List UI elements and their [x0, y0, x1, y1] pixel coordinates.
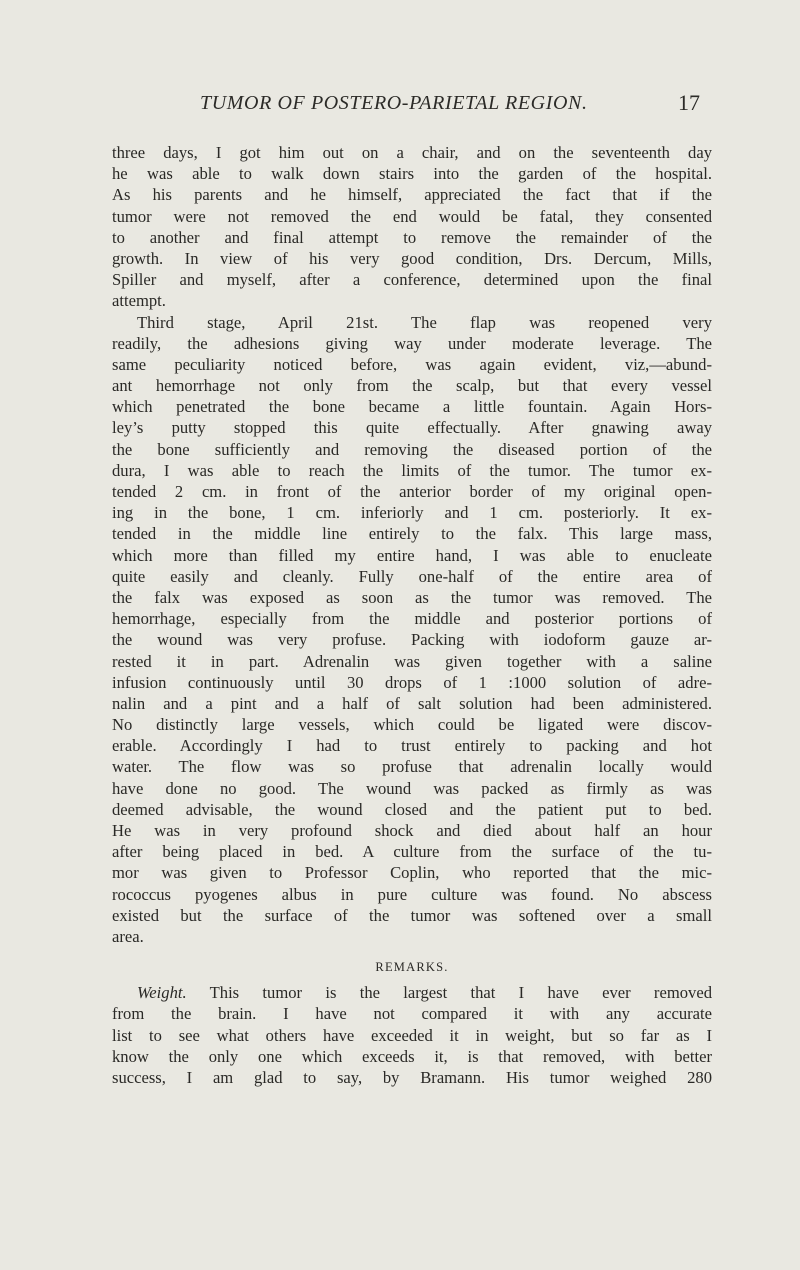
paragraph-1	[112, 142, 712, 312]
text-line: the bone sufficiently and removing the diseased portion of the	[112, 439, 712, 459]
text-line: growth. In view of his very good condition, Drs. Dercum, Mills,	[112, 248, 712, 268]
body-text	[112, 142, 712, 1088]
running-title: TUMOR OF POSTERO-PARIETAL REGION.	[200, 92, 588, 114]
text-line: As his parents and he himself, appreciated the fact that if the	[112, 185, 712, 205]
text-line: the wound was very profuse. Packing with iodoform gauze ar-	[112, 630, 712, 650]
text-line: hemorrhage, especially from the middle and posterior portions of	[112, 609, 712, 629]
text-line: success, I am glad to say, by Bramann. His tumor weighed 280	[112, 1067, 712, 1087]
text-line: to another and final attempt to remove the remainder of the	[112, 227, 712, 247]
text-run: This tumor is the largest that I have ever removed	[209, 983, 712, 1003]
text-line: which more than filled my entire hand, I was able to enucleate	[112, 545, 712, 565]
text-line: he was able to walk down stairs into the garden of the hospital.	[112, 164, 712, 184]
text-line: know the only one which exceeds it, is that removed, with better	[112, 1046, 712, 1066]
text-line: after being placed in bed. A culture from the surface of the tu-	[112, 842, 712, 862]
text-line: erable. Accordingly I had to trust entirely to packing and hot	[112, 736, 712, 756]
text-line	[112, 982, 712, 1003]
running-head	[200, 92, 700, 126]
text-line: infusion continuously until 30 drops of 1 :1000 solution of adre-	[112, 672, 712, 692]
paragraph-2	[112, 312, 712, 948]
text-line: ley’s putty stopped this quite effectually. After gnawing away	[112, 418, 712, 438]
text-line: attempt.	[112, 291, 166, 311]
text-line: the falx was exposed as soon as the tumor was removed. The	[112, 587, 712, 607]
text-line: have done no good. The wound was packed as firmly as was	[112, 778, 712, 798]
text-line: rococcus pyogenes albus in pure culture was found. No abscess	[112, 884, 712, 904]
run-in-heading-weight: Weight.	[137, 983, 187, 1003]
text-line: No distinctly large vessels, which could be ligated were discov-	[112, 715, 712, 735]
text-line: three days, I got him out on a chair, and on the seventeenth day	[112, 143, 712, 162]
text-line: tended in the middle line entirely to the falx. This large mass,	[112, 524, 712, 544]
text-line: He was in very profound shock and died about half an hour	[112, 821, 712, 840]
text-line: deemed advisable, the wound closed and the patient put to bed.	[112, 799, 712, 819]
text-line: existed but the surface of the tumor was softened over a small	[112, 905, 712, 925]
text-line: area.	[112, 926, 144, 946]
text-line: nalin and a pint and a half of salt solution had been administered.	[112, 693, 712, 713]
text-line: which penetrated the bone became a little fountain. Again Hors-	[112, 397, 712, 417]
page-number: 17	[678, 90, 700, 115]
text-line: rested it in part. Adrenalin was given together with a saline	[112, 651, 712, 671]
text-line: list to see what others have exceeded it in weight, but so far as I	[112, 1025, 712, 1045]
text-line: water. The flow was so profuse that adrenalin locally would	[112, 757, 712, 777]
text-line: readily, the adhesions giving way under moderate leverage. The	[112, 333, 712, 353]
text-line: dura, I was able to reach the limits of the tumor. The tumor ex-	[112, 460, 712, 480]
text-line: tended 2 cm. in front of the anterior border of my original open-	[112, 482, 712, 501]
paragraph-3	[112, 982, 712, 1088]
text-line: same peculiarity noticed before, was again evident, viz,—abund-	[112, 354, 712, 374]
text-line: tumor were not removed the end would be fatal, they consented	[112, 206, 712, 226]
text-line: mor was given to Professor Coplin, who reported that the mic-	[112, 863, 712, 883]
text-line: Third stage, April 21st. The flap was reopened very	[137, 312, 712, 332]
text-line: from the brain. I have not compared it with any accurate	[112, 1004, 712, 1024]
section-heading-remarks: REMARKS.	[375, 960, 449, 975]
text-line: ing in the bone, 1 cm. inferiorly and 1 cm. posteriorly. It ex-	[112, 503, 712, 523]
text-line: ant hemorrhage not only from the scalp, but that every vessel	[112, 376, 712, 396]
text-line: quite easily and cleanly. Fully one-half of the entire area of	[112, 566, 712, 586]
text-line: Spiller and myself, after a conference, determined upon the final	[112, 270, 712, 290]
